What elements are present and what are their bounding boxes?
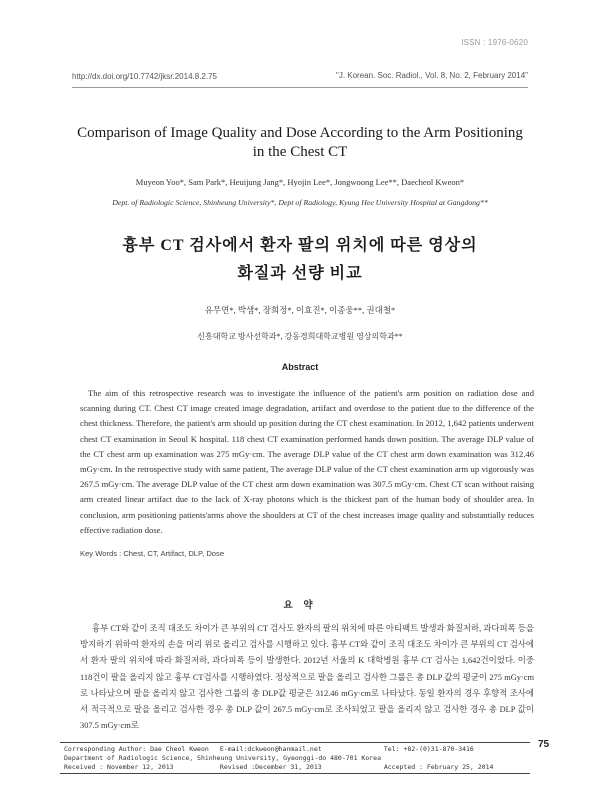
footer-row-department xyxy=(64,754,381,762)
page-number: 75 xyxy=(538,739,550,750)
correspondence-box xyxy=(60,742,530,774)
affiliation-english: Dept. of Radiologic Science, Shinheung University*, Dept of Radiology, Kyung Hee University Hospital at Gangdong** xyxy=(112,198,488,207)
accepted-date: Accepted : February 25, 2014 xyxy=(383,763,494,771)
header-divider xyxy=(72,87,528,88)
received-date: Received : November 12, 2013 xyxy=(64,763,174,771)
authors-korean: 유무연*, 박샘*, 장희정*, 이효진*, 이종웅**, 권대철* xyxy=(204,305,396,315)
title-ko-line-1: 흉부 CT 검사에서 환자 팔의 위치에 따른 영상의 xyxy=(122,237,478,254)
author-phone: Tel: +82-(0)31-870-3416 xyxy=(383,745,474,753)
affiliation-korean: 신흥대학교 방사선학과*, 강동경희대학교병원 영상의학과** xyxy=(197,332,403,341)
title-en-line-2: in the Chest CT xyxy=(252,144,348,160)
title-en-line-1: Comparison of Image Quality and Dose According to the Arm Positioning xyxy=(77,125,523,141)
corresponding-author: Corresponding Author: Dae Cheol Kweon xyxy=(64,745,209,753)
revised-date: Revised :December 31, 2013 xyxy=(219,763,322,771)
issn-label: ISSN : 1976-0620 xyxy=(461,38,528,47)
footer-row-dates xyxy=(64,763,493,771)
paper-title-korean xyxy=(60,232,540,288)
author-email[interactable]: E-mail:dckweon@hanmail.net xyxy=(219,745,322,753)
abstract-heading: Abstract xyxy=(281,362,319,372)
keywords: Key Words : Chest, CT, Artifact, DLP, Dose xyxy=(80,549,225,558)
authors-english: Muyeon Yoo*, Sam Park*, Heuijung Jang*, Hyojin Lee*, Jongwoong Lee**, Daecheol Kweon* xyxy=(135,177,465,187)
doi-link[interactable]: http://dx.doi.org/10.7742/jksr.2014.8.2.75 xyxy=(72,72,217,81)
abstract-text: The aim of this retrospective research was to investigate the influence of the patient's arm position on radiation dose and scanning during CT. Chest CT image created image degradation, artifact and overdose to the patient due to the difference of the chest thickness. Therefore, the patient's arm should up position during the CT chest examination. In 2012, 1,642 patients underwent chest CT examination in Seoul K hospital. 118 chest CT examination performed hands down position. The average DLP value of the CT chest arm up examination was 275 mGy·cm. The average DLP value of the CT chest arm down examination was 312.46 mGy·cm. In the retrospective study with same patient, The average DLP value of the CT chest examination arm up vigorously was 267.5 mGy·cm. The average DLP value of the CT chest arm down examination was 307.5 mGy·cm. Chest CT scan without raising arm created linear artifact due to the lack of X-ray photons which is the thickest part of the human body of shoulder area. In conclusion, arm positioning patients'arms above the shoulders at CT of the chest increases image quality and substantially reduces effective radiation dose. xyxy=(80,388,534,535)
paper-title-english xyxy=(60,124,540,162)
summary-heading: 요 약 xyxy=(283,600,317,611)
title-ko-line-2: 화질과 선량 비교 xyxy=(237,265,363,282)
journal-citation: "J. Korean. Soc. Radiol., Vol. 8, No. 2, February 2014" xyxy=(335,71,528,80)
author-department: Department of Radiologic Science, Shinheung University, Gyeonggi-do 480-701 Korea xyxy=(64,754,381,762)
footer-row-contact xyxy=(64,745,474,753)
summary-text: 흉부 CT와 같이 조직 대조도 차이가 큰 부위의 CT 검사도 환자의 팔의 위치에 따른 아티팩트 발생과 화질저하, 과다피폭 등을 방지하기 위하여 환자의 손을 머리 위로 올리고 검사를 시행하고 있다. 흉부 CT와 같이 조직 대조도 차이가 큰 부위의 CT 검사에서 환자 팔의 위치에 따라 화질저하, 과다피폭 등이 발생한다. 2012년 서울의 K 대학병원 흉부 CT 검사는 1,642건이었다. 이중 118건이 팔을 올리지 않고 흉부 CT검사를 시행하였다. 정상적으로 팔을 올리고 검사한 그룹은 총 DLP 값의 평균이 275 mGy·cm로 나타났으며 팔을 올리지 않고 검사한 그룹의 총 DLP값 평균은 312.46 mGy·cm로 나타났다. 동일 환자의 경우 후향적 조사에서 적극적으로 팔을 올리고 검사한 경우 총 DLP 값이 267.5 mGy·cm로 조사되었고 팔을 올리지 않고 검사한 경우 총 DLP 값이 307.5 mGy·cm로 xyxy=(80,624,534,731)
